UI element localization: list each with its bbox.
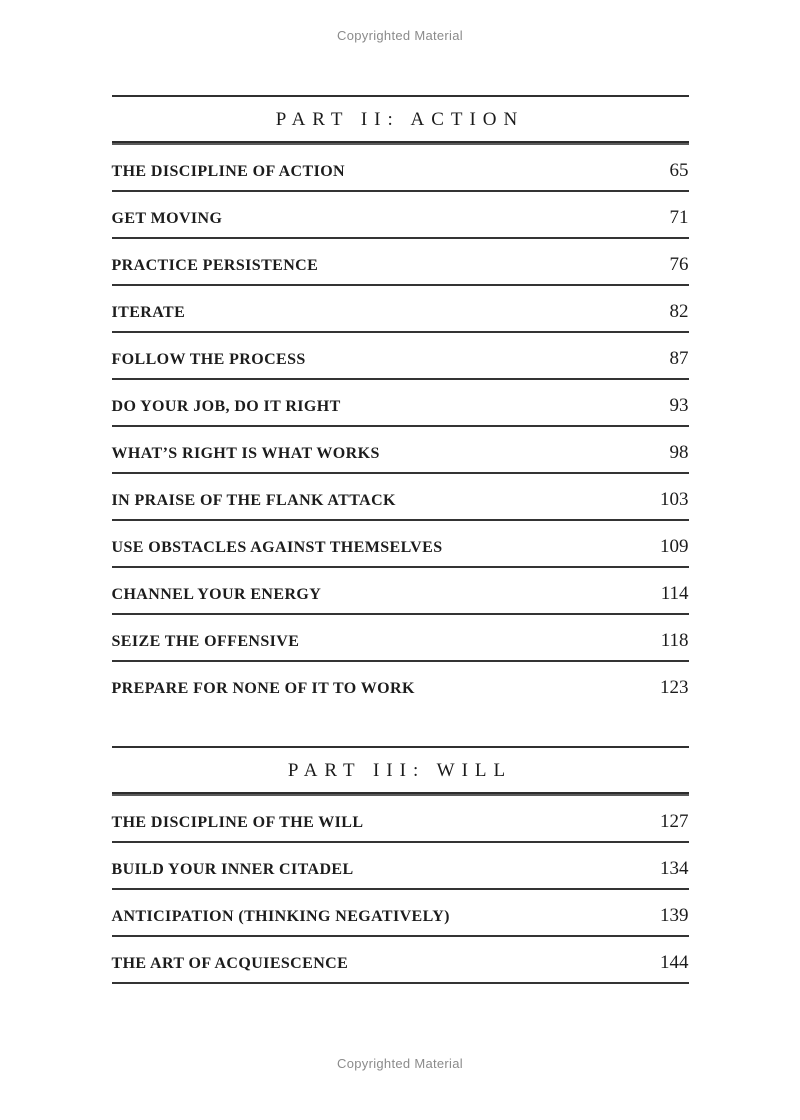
chapter-page-number: 87 <box>669 348 689 369</box>
chapter-title: ITERATE <box>111 304 186 321</box>
copyright-notice-top: Copyrighted Material <box>337 28 463 43</box>
chapter-page-number: 71 <box>669 207 689 228</box>
chapter-page-number: 139 <box>660 905 689 926</box>
chapter-title: FOLLOW THE PROCESS <box>111 351 306 368</box>
toc-entry <box>112 474 689 521</box>
chapter-title: SEIZE THE OFFENSIVE <box>111 633 300 650</box>
toc-section-part3 <box>112 746 689 984</box>
chapter-page-number: 118 <box>660 630 689 651</box>
chapter-title: THE ART OF ACQUIESCENCE <box>111 955 349 972</box>
chapter-page-number: 82 <box>669 301 689 322</box>
toc-entry <box>112 796 689 843</box>
toc-page <box>112 95 689 984</box>
part2-heading: PART II: ACTION <box>275 109 525 130</box>
part2-header <box>112 95 689 141</box>
chapter-title: CHANNEL YOUR ENERGY <box>111 586 322 603</box>
chapter-page-number: 103 <box>660 489 689 510</box>
chapter-page-number: 109 <box>660 536 689 557</box>
chapter-page-number: 93 <box>669 395 689 416</box>
toc-entry <box>112 192 689 239</box>
chapter-title: THE DISCIPLINE OF ACTION <box>111 163 345 180</box>
toc-entry <box>112 145 689 192</box>
chapter-title: IN PRAISE OF THE FLANK ATTACK <box>111 492 396 509</box>
toc-entry <box>112 843 689 890</box>
chapter-title: DO YOUR JOB, DO IT RIGHT <box>111 398 341 415</box>
toc-entry <box>112 937 689 984</box>
chapter-page-number: 76 <box>669 254 689 275</box>
toc-entry <box>112 333 689 380</box>
chapter-title: PRACTICE PERSISTENCE <box>111 257 319 274</box>
chapter-page-number: 134 <box>660 858 689 879</box>
toc-entry <box>112 521 689 568</box>
toc-entry <box>112 568 689 615</box>
chapter-title: USE OBSTACLES AGAINST THEMSELVES <box>111 539 443 556</box>
chapter-page-number: 127 <box>660 811 689 832</box>
chapter-title: WHAT’S RIGHT IS WHAT WORKS <box>111 445 380 462</box>
chapter-page-number: 144 <box>660 952 689 973</box>
chapter-title: GET MOVING <box>111 210 223 227</box>
toc-entry <box>112 615 689 662</box>
chapter-page-number: 98 <box>669 442 689 463</box>
chapter-title: BUILD YOUR INNER CITADEL <box>111 861 354 878</box>
chapter-title: ANTICIPATION (THINKING NEGATIVELY) <box>111 908 450 925</box>
chapter-page-number: 114 <box>660 583 689 604</box>
chapter-title: THE DISCIPLINE OF THE WILL <box>111 814 364 831</box>
chapter-page-number: 65 <box>669 160 689 181</box>
part3-header <box>112 746 689 792</box>
part3-heading: PART III: WILL <box>287 760 513 781</box>
toc-section-part2 <box>112 95 689 707</box>
toc-entry <box>112 239 689 286</box>
toc-entry <box>112 890 689 937</box>
chapter-page-number: 123 <box>660 677 689 698</box>
toc-entry <box>112 427 689 474</box>
toc-entry <box>112 286 689 333</box>
copyright-notice-bottom: Copyrighted Material <box>337 1056 463 1071</box>
chapter-title: PREPARE FOR NONE OF IT TO WORK <box>111 680 415 697</box>
toc-entry <box>112 380 689 427</box>
toc-entry <box>112 662 689 707</box>
